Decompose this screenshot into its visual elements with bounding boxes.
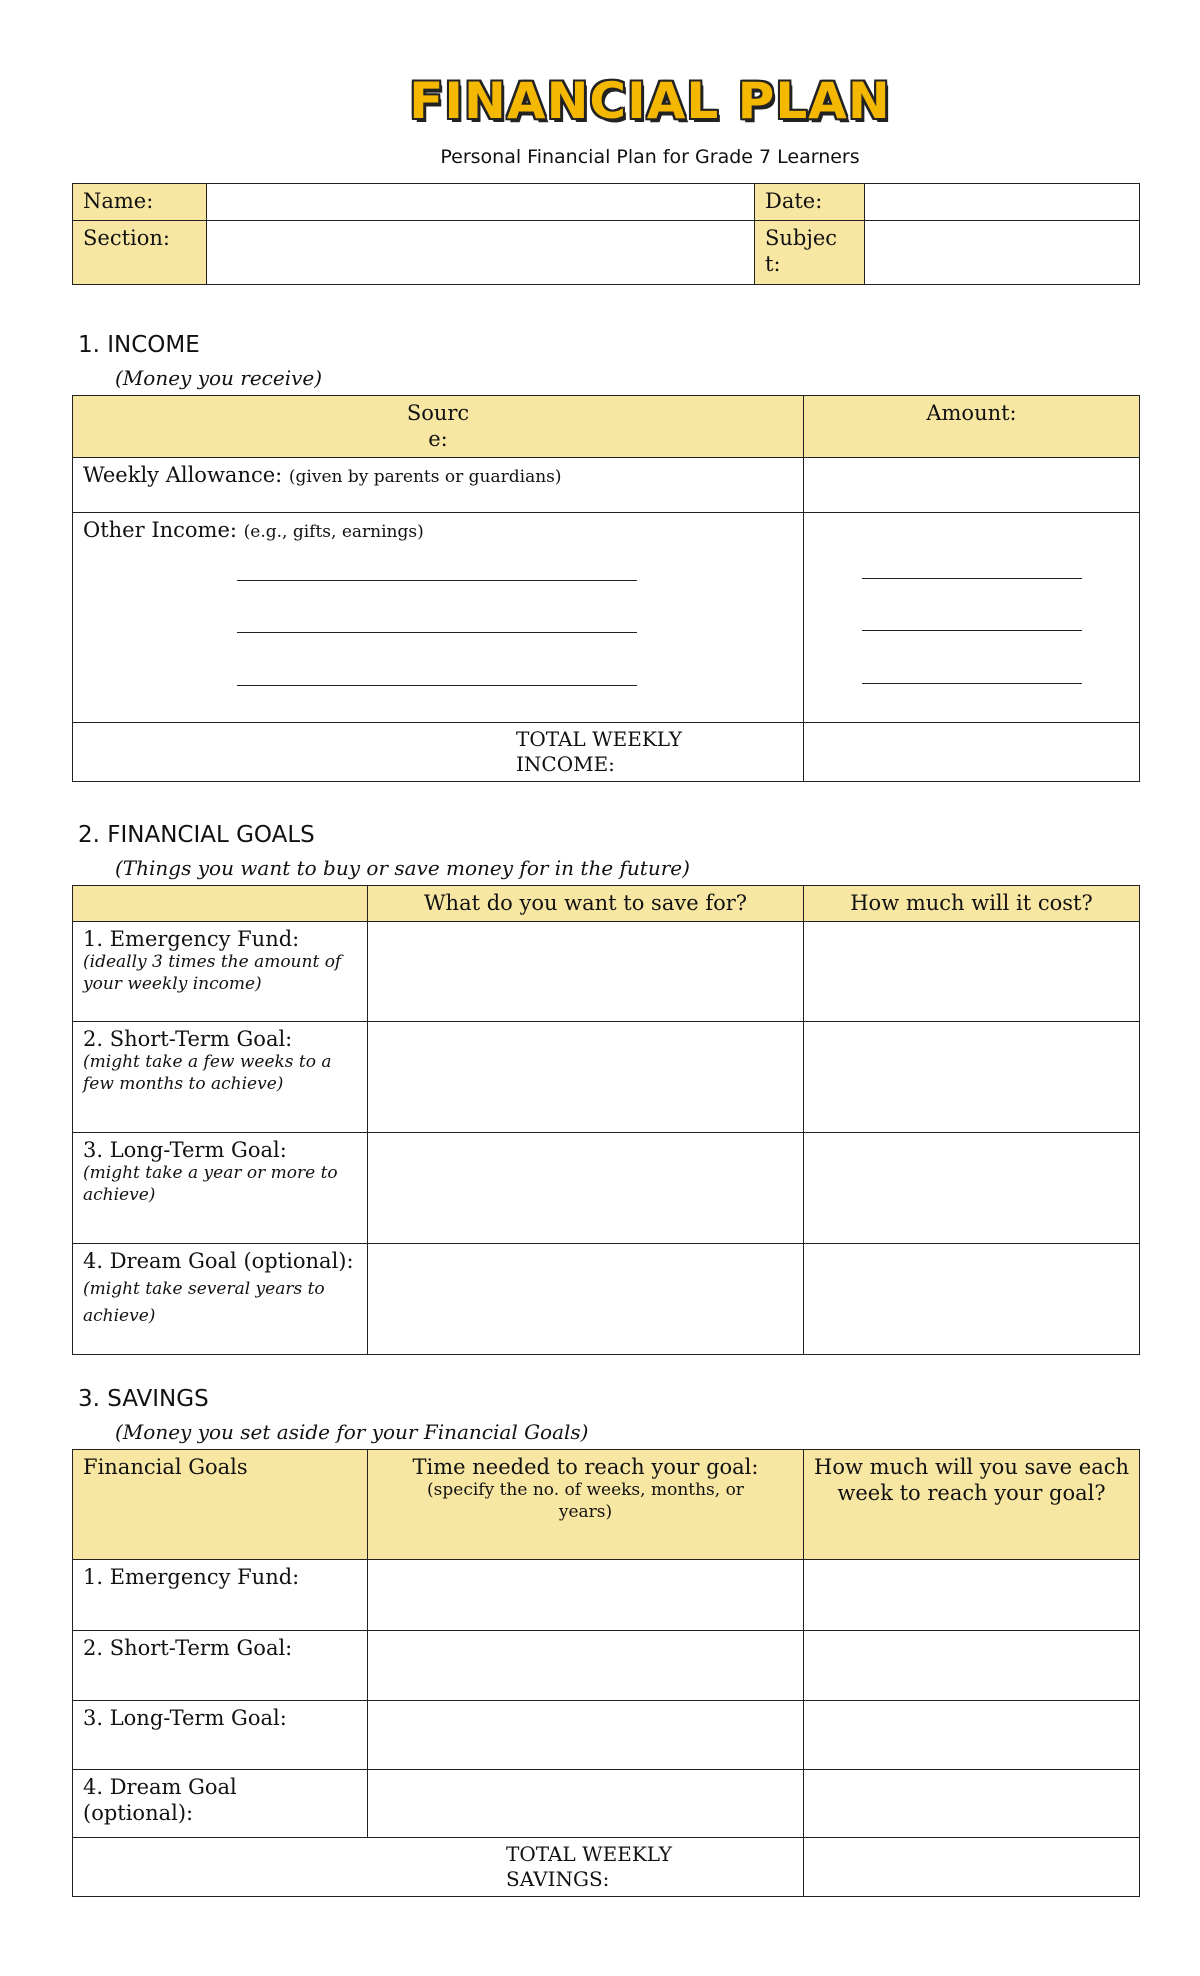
goals-col-what: What do you want to save for? bbox=[368, 886, 804, 922]
income-col-source: Sourc e: bbox=[406, 401, 470, 452]
goal-cost-field[interactable] bbox=[804, 1244, 1140, 1355]
goal-row-label-cell bbox=[73, 1133, 368, 1244]
goal-row-label-cell bbox=[73, 922, 368, 1022]
goal-label: 1. Emergency Fund: bbox=[83, 927, 300, 951]
other-income-amount-line[interactable] bbox=[862, 630, 1082, 631]
goals-table bbox=[72, 885, 1140, 1355]
savings-col-goals: Financial Goals bbox=[73, 1450, 368, 1560]
weekly-allowance-label: Weekly Allowance: bbox=[83, 462, 283, 487]
goals-col-cost: How much will it cost? bbox=[804, 886, 1140, 922]
goal-cost-field[interactable] bbox=[804, 1133, 1140, 1244]
other-income-source-line[interactable] bbox=[237, 580, 637, 581]
savings-table bbox=[72, 1449, 1140, 1897]
other-income-amount-line[interactable] bbox=[862, 578, 1082, 579]
savings-col-time-hint: (specify the no. of weeks, months, or years) bbox=[427, 1480, 744, 1522]
goal-label: 3. Long-Term Goal: bbox=[83, 1138, 287, 1162]
section-label: Section: bbox=[73, 221, 207, 285]
goal-hint: (might take a year or more to achieve) bbox=[83, 1163, 338, 1205]
goals-corner-cell bbox=[73, 886, 368, 922]
goals-note: (Things you want to buy or save money for in the future) bbox=[115, 856, 690, 880]
total-weekly-income-label: TOTAL WEEKLY INCOME: bbox=[516, 726, 682, 776]
goal-label: 2. Short-Term Goal: bbox=[83, 1027, 293, 1051]
goals-heading: 2. FINANCIAL GOALS bbox=[78, 822, 315, 848]
other-income-source-line[interactable] bbox=[237, 685, 637, 686]
goal-row-label-cell bbox=[73, 1022, 368, 1133]
savings-heading: 3. SAVINGS bbox=[78, 1386, 209, 1412]
student-info-table bbox=[72, 183, 1140, 285]
goal-hint: (ideally 3 times the amount of your weekly income) bbox=[83, 952, 342, 994]
goal-what-field[interactable] bbox=[368, 1244, 804, 1355]
income-note: (Money you receive) bbox=[115, 366, 323, 390]
savings-time-field[interactable] bbox=[368, 1770, 804, 1838]
other-income-source-line[interactable] bbox=[237, 632, 637, 633]
goal-hint: (might take several years to achieve) bbox=[83, 1279, 325, 1326]
savings-time-field[interactable] bbox=[368, 1631, 804, 1701]
other-income-label: Other Income: bbox=[83, 517, 237, 542]
goal-hint: (might take a few weeks to a few months to achieve) bbox=[83, 1052, 332, 1094]
goal-cost-field[interactable] bbox=[804, 1022, 1140, 1133]
savings-time-field[interactable] bbox=[368, 1560, 804, 1631]
date-field[interactable] bbox=[865, 184, 1140, 221]
savings-amount-field[interactable] bbox=[804, 1631, 1140, 1701]
goal-what-field[interactable] bbox=[368, 1133, 804, 1244]
savings-col-time: Time needed to reach your goal: bbox=[412, 1455, 759, 1479]
name-label: Name: bbox=[73, 184, 207, 221]
goal-label: 4. Dream Goal (optional): bbox=[83, 1249, 354, 1273]
date-label: Date: bbox=[755, 184, 865, 221]
income-col-amount: Amount: bbox=[804, 396, 1140, 458]
total-weekly-savings-label: TOTAL WEEKLY SAVINGS: bbox=[506, 1842, 672, 1891]
savings-col-amount: How much will you save each week to reach your goal? bbox=[804, 1450, 1140, 1560]
goal-cost-field[interactable] bbox=[804, 922, 1140, 1022]
goal-what-field[interactable] bbox=[368, 1022, 804, 1133]
other-income-amount-cell bbox=[804, 512, 1140, 722]
section-field[interactable] bbox=[207, 221, 755, 285]
savings-time-field[interactable] bbox=[368, 1701, 804, 1770]
savings-amount-field[interactable] bbox=[804, 1701, 1140, 1770]
name-field[interactable] bbox=[207, 184, 755, 221]
total-weekly-savings-field[interactable] bbox=[804, 1838, 1140, 1897]
subject-field[interactable] bbox=[865, 221, 1140, 285]
page-subtitle: Personal Financial Plan for Grade 7 Learners bbox=[440, 146, 860, 168]
page-title: FINANCIAL PLAN bbox=[409, 72, 891, 130]
savings-amount-field[interactable] bbox=[804, 1770, 1140, 1838]
savings-amount-field[interactable] bbox=[804, 1560, 1140, 1631]
other-income-amount-line[interactable] bbox=[862, 683, 1082, 684]
subject-label: Subjec t: bbox=[755, 221, 865, 285]
savings-goal-label: 1. Emergency Fund: bbox=[73, 1560, 368, 1631]
savings-goal-label: 4. Dream Goal (optional): bbox=[73, 1770, 368, 1838]
income-heading: 1. INCOME bbox=[78, 332, 200, 358]
goal-row-label-cell bbox=[73, 1244, 368, 1355]
weekly-allowance-amount-field[interactable] bbox=[804, 457, 1140, 512]
other-income-hint: (e.g., gifts, earnings) bbox=[243, 521, 424, 542]
income-table bbox=[72, 395, 1140, 782]
savings-goal-label: 3. Long-Term Goal: bbox=[73, 1701, 368, 1770]
goal-what-field[interactable] bbox=[368, 922, 804, 1022]
total-weekly-income-field[interactable] bbox=[804, 722, 1140, 781]
weekly-allowance-hint: (given by parents or guardians) bbox=[288, 466, 562, 487]
savings-note: (Money you set aside for your Financial Goals) bbox=[115, 1420, 589, 1444]
savings-goal-label: 2. Short-Term Goal: bbox=[73, 1631, 368, 1701]
